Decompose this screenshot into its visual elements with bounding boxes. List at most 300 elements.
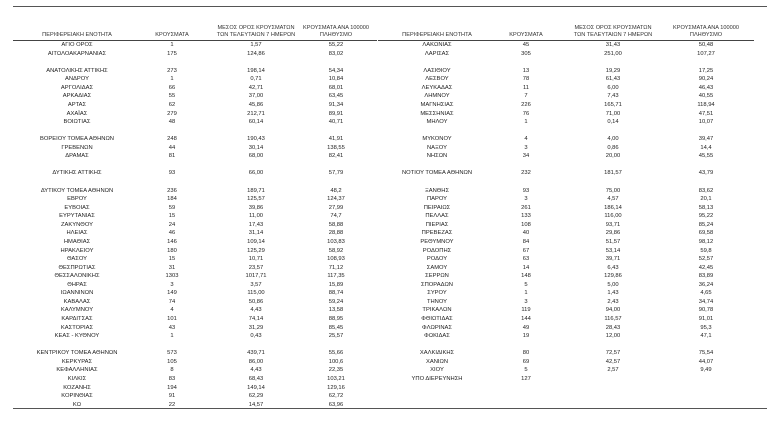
table-row <box>13 92 377 101</box>
cases-cell: 67 <box>522 247 530 254</box>
table-row <box>13 41 377 50</box>
per100k-cell: 15,89 <box>328 281 344 288</box>
table-row <box>378 298 754 307</box>
avg7-cell: 165,71 <box>604 101 622 108</box>
avg7-cell: 66,00 <box>248 170 264 177</box>
avg7-cell: 10,71 <box>248 256 264 263</box>
region-cell: ΑΙΤΩΛΟΑΚΑΡΝΑΝΙΑΣ <box>47 50 107 57</box>
region-cell: ΑΧΑΪΑΣ <box>66 110 88 117</box>
per100k-cell: 85,24 <box>698 221 714 228</box>
per100k-cell: 34,74 <box>698 298 714 305</box>
avg7-cell: 116,00 <box>604 213 622 220</box>
table-header-right <box>378 17 754 41</box>
avg7-cell: 39,86 <box>248 204 264 211</box>
per100k-cell: 43,79 <box>698 170 714 177</box>
table-row <box>13 135 377 144</box>
region-cell: ΑΝΑΤΟΛΙΚΗΣ ΑΤΤΙΚΗΣ <box>46 67 108 74</box>
cases-cell: 1 <box>524 290 528 297</box>
avg7-cell: 7,43 <box>607 93 619 100</box>
table-row <box>378 229 754 238</box>
region-cell: ΕΥΡΥΤΑΝΙΑΣ <box>59 213 95 220</box>
table-row <box>13 324 377 333</box>
bottom-rule <box>13 408 767 409</box>
header-per100k-line1: ΚΡΟΥΣΜΑΤΑ ΑΝΑ 100000 <box>673 25 739 31</box>
per100k-cell: 98,12 <box>698 238 714 245</box>
spacer-row <box>13 127 377 136</box>
cases-cell: 1 <box>170 76 174 83</box>
region-cell: ΦΩΚΙΔΑΣ <box>424 333 450 340</box>
per100k-cell: 68,01 <box>328 84 344 91</box>
per100k-cell: 52,57 <box>698 256 714 263</box>
header-region: ΠΕΡΙΦΕΡΕΙΑΚΗ ΕΝΟΤΗΤΑ <box>42 32 112 38</box>
per100k-cell: 42,45 <box>698 264 714 271</box>
header-region: ΠΕΡΙΦΕΡΕΙΑΚΗ ΕΝΟΤΗΤΑ <box>402 32 472 38</box>
cases-cell: 19 <box>522 333 530 340</box>
avg7-cell: 74,14 <box>248 316 264 322</box>
per100k-cell: 83,89 <box>698 273 714 280</box>
cases-cell: 184 <box>167 196 177 203</box>
per100k-cell: 91,01 <box>698 316 714 322</box>
cases-cell: 93 <box>168 170 176 177</box>
cases-cell: 108 <box>521 221 531 228</box>
table-row <box>378 101 754 110</box>
region-cell: ΝΟΤΙΟΥ ΤΟΜΕΑ ΑΘΗΝΩΝ <box>401 170 473 177</box>
region-cell: ΥΠΟ ΔΙΕΡΕΥΝΗΣΗ <box>411 375 463 382</box>
region-cell: ΠΕΛΛΑΣ <box>425 213 449 220</box>
avg7-cell: 14,57 <box>248 401 264 408</box>
table-row <box>13 375 377 384</box>
avg7-cell: 37,00 <box>248 93 264 100</box>
table-row <box>13 118 377 127</box>
avg7-cell: 2,43 <box>607 298 619 305</box>
table-row <box>378 247 754 256</box>
per100k-cell: 83,62 <box>698 187 714 194</box>
table-row <box>13 366 377 375</box>
cases-cell: 49 <box>522 324 530 331</box>
cases-cell: 5 <box>524 281 528 288</box>
cases-cell: 34 <box>522 153 530 160</box>
per100k-cell: 54,34 <box>328 67 344 74</box>
header-per100k <box>295 25 377 39</box>
table-row <box>378 375 754 384</box>
cases-cell: 84 <box>522 238 530 245</box>
cases-cell: 46 <box>168 230 176 237</box>
table-row <box>13 195 377 204</box>
cases-cell: 76 <box>522 110 530 117</box>
table-body-right <box>378 41 754 384</box>
cases-cell: 44 <box>168 144 176 151</box>
per100k-cell: 55,22 <box>328 42 344 48</box>
region-cell: ΒΟΡΕΙΟΥ ΤΟΜΕΑ ΑΘΗΝΩΝ <box>40 136 114 143</box>
avg7-cell: 20,00 <box>605 153 621 160</box>
avg7-cell: 0,14 <box>607 119 619 126</box>
cases-cell: 3 <box>524 196 528 203</box>
region-cell: ΤΡΙΚΑΛΩΝ <box>422 307 452 314</box>
table-row <box>13 247 377 256</box>
region-cell: ΛΕΥΚΑΔΑΣ <box>421 84 453 91</box>
region-cell: ΦΛΩΡΙΝΑΣ <box>422 324 452 331</box>
cases-cell: 3 <box>524 298 528 305</box>
avg7-cell: 12,00 <box>605 333 621 340</box>
region-cell: ΠΑΡΟΥ <box>426 196 448 203</box>
avg7-cell: 60,14 <box>248 119 264 126</box>
avg7-cell: 115,00 <box>247 290 265 297</box>
region-cell: ΣΥΡΟΥ <box>427 290 447 297</box>
per100k-cell: 90,78 <box>698 307 714 314</box>
region-cell: ΚΑΒΑΛΑΣ <box>63 298 91 305</box>
cases-cell: 78 <box>522 76 530 83</box>
region-cell: ΧΑΛΚΙΔΙΚΗΣ <box>419 350 455 357</box>
region-cell: ΚΕΑΣ - ΚΥΘΝΟΥ <box>54 333 100 340</box>
cases-cell: 133 <box>521 213 531 220</box>
cases-cell: 144 <box>521 316 531 322</box>
cases-cell: 279 <box>167 110 177 117</box>
avg7-cell: 0,86 <box>607 144 619 151</box>
header-avg7 <box>203 25 309 39</box>
avg7-cell: 109,14 <box>247 238 265 245</box>
cases-cell: 573 <box>167 350 177 357</box>
avg7-cell: 190,43 <box>247 136 265 143</box>
cases-cell: 1 <box>170 42 174 48</box>
per100k-cell: 88,95 <box>328 316 344 322</box>
table-body-left <box>13 41 377 409</box>
per100k-cell: 62,72 <box>328 393 344 400</box>
avg7-cell: 39,71 <box>605 256 621 263</box>
region-cell: ΓΡΕΒΕΝΩΝ <box>61 144 93 151</box>
region-cell: ΖΑΚΥΝΘΟΥ <box>60 221 94 228</box>
per100k-cell: 41,91 <box>328 136 344 143</box>
per100k-cell: 103,83 <box>327 238 345 245</box>
per100k-cell: 17,25 <box>698 67 714 74</box>
region-cell: ΧΑΝΙΩΝ <box>425 358 449 365</box>
region-cell: ΙΩΑΝΝΙΝΩΝ <box>60 290 94 297</box>
region-cell: ΘΗΡΑΣ <box>67 281 87 288</box>
cases-cell: 194 <box>167 384 177 391</box>
avg7-cell: 28,43 <box>605 324 621 331</box>
table-row <box>13 358 377 367</box>
avg7-cell: 5,00 <box>607 281 619 288</box>
region-cell: ΘΕΣΠΡΩΤΙΑΣ <box>58 264 96 271</box>
table-row <box>378 306 754 315</box>
avg7-cell: 198,14 <box>247 67 265 74</box>
table-row <box>378 289 754 298</box>
cases-cell: 248 <box>167 136 177 143</box>
table-row <box>378 281 754 290</box>
header-avg7-line2: ΤΩΝ ΤΕΛΕΥΤΑΙΩΝ 7 ΗΜΕΡΩΝ <box>573 32 653 38</box>
avg7-cell: 62,29 <box>248 393 264 400</box>
cases-cell: 15 <box>168 256 176 263</box>
per100k-cell: 13,58 <box>328 307 344 314</box>
region-cell: ΗΡΑΚΛΕΙΟΥ <box>60 247 94 254</box>
per100k-cell: 58,13 <box>698 204 714 211</box>
avg7-cell: 42,71 <box>248 84 264 91</box>
cases-cell: 119 <box>521 307 531 314</box>
header-per100k-line2: ΠΛΗΘΥΣΜΟ <box>689 32 723 38</box>
table-row <box>13 75 377 84</box>
table-row <box>13 110 377 119</box>
region-cell: ΘΕΣΣΑΛΟΝΙΚΗΣ <box>54 273 100 280</box>
table-row <box>13 221 377 230</box>
cases-cell: 4 <box>170 307 174 314</box>
cases-cell: 11 <box>522 84 530 91</box>
per100k-cell: 118,94 <box>697 101 715 108</box>
header-avg7 <box>558 25 668 39</box>
region-cell: ΝΑΞΟΥ <box>426 144 447 151</box>
avg7-cell: 42,57 <box>605 358 621 365</box>
region-cell: ΑΡΤΑΣ <box>67 101 87 108</box>
avg7-cell: 31,29 <box>248 324 264 331</box>
avg7-cell: 61,43 <box>605 76 621 83</box>
table-row <box>13 67 377 76</box>
region-cell: ΚΕΝΤΡΙΚΟΥ ΤΟΜΕΑ ΑΘΗΝΩΝ <box>36 350 118 357</box>
per100k-cell: 46,43 <box>698 84 714 91</box>
spacer-row <box>378 161 754 170</box>
region-cell: ΗΜΑΘΙΑΣ <box>63 238 91 245</box>
cases-cell: 24 <box>168 221 176 228</box>
per100k-cell: 69,58 <box>698 230 714 237</box>
avg7-cell: 72,57 <box>605 350 621 357</box>
table-row <box>13 229 377 238</box>
per100k-cell: 48,2 <box>330 187 342 194</box>
cases-cell: 149 <box>167 290 177 297</box>
per100k-cell: 117,35 <box>327 273 345 280</box>
region-cell: ΚΑΛΥΜΝΟΥ <box>60 307 94 314</box>
avg7-cell: 1017,71 <box>245 273 267 280</box>
region-cell: ΠΡΕΒΕΖΑΣ <box>421 230 453 237</box>
avg7-cell: 93,71 <box>605 221 621 228</box>
table-row <box>13 392 377 401</box>
per100k-cell: 91,34 <box>328 101 344 108</box>
table-row <box>13 169 377 178</box>
per100k-cell: 25,57 <box>328 333 344 340</box>
cases-cell: 91 <box>168 393 176 400</box>
cases-cell: 236 <box>167 187 177 194</box>
per100k-cell: 89,91 <box>328 110 344 117</box>
table-row <box>378 75 754 84</box>
avg7-cell: 86,00 <box>248 358 264 365</box>
avg7-cell: 6,43 <box>607 264 619 271</box>
avg7-cell: 17,43 <box>248 221 264 228</box>
region-cell: ΚΑΣΤΟΡΙΑΣ <box>60 324 94 331</box>
avg7-cell: 6,00 <box>607 84 619 91</box>
avg7-cell: 181,57 <box>604 170 622 177</box>
region-cell: ΜΑΓΝΗΣΙΑΣ <box>420 101 454 108</box>
region-cell: ΑΓΙΟ ΟΡΟΣ <box>61 42 93 48</box>
cases-cell: 148 <box>521 273 531 280</box>
per100k-cell: 40,71 <box>328 119 344 126</box>
table-row <box>378 255 754 264</box>
per100k-cell: 108,93 <box>327 256 345 263</box>
cases-cell: 226 <box>521 101 531 108</box>
avg7-cell: 30,14 <box>248 144 264 151</box>
cases-cell: 180 <box>167 247 177 254</box>
avg7-cell: 129,86 <box>604 273 622 280</box>
spacer-row <box>13 161 377 170</box>
per100k-cell: 40,55 <box>698 93 714 100</box>
cases-cell: 22 <box>168 401 176 408</box>
cases-cell: 7 <box>524 93 528 100</box>
region-cell: ΛΑΡΙΣΑΣ <box>424 50 450 57</box>
per100k-cell: 28,88 <box>328 230 344 237</box>
region-cell: ΔΡΑΜΑΣ <box>65 153 89 160</box>
avg7-cell: 51,57 <box>605 238 621 245</box>
per100k-cell: 90,24 <box>698 76 714 83</box>
per100k-cell: 88,74 <box>328 290 344 297</box>
region-cell: ΤΗΝΟΥ <box>426 298 448 305</box>
cases-cell: 66 <box>168 84 176 91</box>
table-header-left <box>13 17 377 41</box>
avg7-cell: 75,00 <box>605 187 621 194</box>
table-row <box>13 144 377 153</box>
region-cell: ΜΕΣΣΗΝΙΑΣ <box>420 110 454 117</box>
per100k-cell: 10,84 <box>328 76 344 83</box>
avg7-cell: 4,43 <box>250 367 262 374</box>
cases-cell: 74 <box>168 298 176 305</box>
table-row <box>378 195 754 204</box>
header-per100k <box>658 25 754 39</box>
avg7-cell: 116,57 <box>604 316 622 322</box>
per100k-cell: 124,37 <box>327 196 345 203</box>
cases-cell: 3 <box>524 144 528 151</box>
table-row <box>378 144 754 153</box>
per100k-cell: 95,22 <box>698 213 714 220</box>
avg7-cell: 0,43 <box>250 333 262 340</box>
table-row <box>378 366 754 375</box>
avg7-cell: 439,71 <box>247 350 265 357</box>
per100k-cell: 74,7 <box>330 213 342 220</box>
cases-cell: 4 <box>524 136 528 143</box>
cases-cell: 45 <box>522 42 530 48</box>
per100k-cell: 107,27 <box>697 50 715 57</box>
per100k-cell: 36,24 <box>698 281 714 288</box>
region-cell: ΑΡΚΑΔΙΑΣ <box>62 93 92 100</box>
cases-cell: 273 <box>167 67 177 74</box>
region-cell: ΣΠΟΡΑΔΩΝ <box>421 281 453 288</box>
per100k-cell: 4,65 <box>700 290 712 297</box>
spacer-row <box>378 58 754 67</box>
cases-cell: 15 <box>168 213 176 220</box>
table-row <box>378 92 754 101</box>
region-cell: ΞΑΝΘΗΣ <box>424 187 450 194</box>
cases-cell: 55 <box>168 93 176 100</box>
header-per100k-line2: ΠΛΗΘΥΣΜΟ <box>319 32 353 38</box>
avg7-cell: 94,00 <box>605 307 621 314</box>
avg7-cell: 31,14 <box>248 230 264 237</box>
per100k-cell: 71,12 <box>328 264 344 271</box>
spacer-row <box>13 178 377 187</box>
cases-cell: 146 <box>167 238 177 245</box>
per100k-cell: 82,41 <box>328 153 344 160</box>
per100k-cell: 103,21 <box>327 375 345 382</box>
region-cell: ΛΗΜΝΟΥ <box>424 93 450 100</box>
region-cell: ΧΙΟΥ <box>430 367 444 374</box>
per100k-cell: 47,1 <box>700 333 712 340</box>
cases-cell: 93 <box>522 187 530 194</box>
region-cell: ΡΟΔΟΥ <box>426 256 448 263</box>
table-row <box>13 187 377 196</box>
avg7-cell: 4,57 <box>607 196 619 203</box>
avg7-cell: 23,57 <box>248 264 264 271</box>
per100k-cell: 83,02 <box>328 50 344 57</box>
cases-cell: 40 <box>522 230 530 237</box>
table-row <box>13 50 377 59</box>
avg7-cell: 212,71 <box>247 110 265 117</box>
table-row <box>13 272 377 281</box>
spacer-row <box>378 341 754 350</box>
per100k-cell: 9,49 <box>700 367 712 374</box>
avg7-cell: 149,14 <box>247 384 265 391</box>
table-row <box>378 169 754 178</box>
table-row <box>13 298 377 307</box>
table-row <box>378 84 754 93</box>
table-row <box>13 315 377 324</box>
cases-cell: 1 <box>524 119 528 126</box>
avg7-cell: 251,00 <box>604 50 622 57</box>
per100k-cell: 85,45 <box>328 324 344 331</box>
region-cell: ΡΕΘΥΜΝΟΥ <box>420 238 454 245</box>
table-row <box>378 315 754 324</box>
table-row <box>378 349 754 358</box>
per100k-cell: 58,92 <box>328 247 344 254</box>
header-per100k-line1: ΚΡΟΥΣΜΑΤΑ ΑΝΑ 100000 <box>303 25 369 31</box>
region-cell: ΚΕΡΚΥΡΑΣ <box>61 358 93 365</box>
table-row <box>378 212 754 221</box>
per100k-cell: 59,8 <box>700 247 712 254</box>
per100k-cell: 47,51 <box>698 110 714 117</box>
table-row <box>13 152 377 161</box>
table-row <box>13 306 377 315</box>
cases-cell: 8 <box>170 367 174 374</box>
spacer-row <box>378 127 754 136</box>
table-row <box>378 118 754 127</box>
region-cell: ΚΑΡΔΙΤΣΑΣ <box>61 316 93 322</box>
cases-cell: 48 <box>168 119 176 126</box>
avg7-cell: 0,71 <box>250 76 262 83</box>
table-row <box>378 358 754 367</box>
avg7-cell: 45,86 <box>248 101 264 108</box>
region-cell: ΑΡΓΟΛΙΔΑΣ <box>60 84 94 91</box>
per100k-cell: 75,54 <box>698 350 714 357</box>
avg7-cell: 186,14 <box>604 204 622 211</box>
table-row <box>378 135 754 144</box>
region-cell: ΜΗΛΟΥ <box>426 119 448 126</box>
cases-cell: 127 <box>521 375 531 382</box>
cases-cell: 83 <box>168 375 176 382</box>
table-row <box>378 204 754 213</box>
avg7-cell: 19,29 <box>605 67 621 74</box>
region-cell: ΣΕΡΡΩΝ <box>425 273 449 280</box>
per100k-cell: 63,45 <box>328 93 344 100</box>
cases-cell: 1303 <box>165 273 179 280</box>
header-cases: ΚΡΟΥΣΜΑΤΑ <box>155 32 189 38</box>
table-row <box>378 332 754 341</box>
cases-cell: 31 <box>168 264 176 271</box>
spacer-row <box>378 178 754 187</box>
table-row <box>378 238 754 247</box>
table-row <box>13 238 377 247</box>
table-row <box>13 212 377 221</box>
region-cell: ΦΘΙΩΤΙΔΑΣ <box>421 316 453 322</box>
region-cell: ΚΟΖΑΝΗΣ <box>63 384 91 391</box>
per100k-cell: 59,24 <box>328 298 344 305</box>
table-row <box>13 204 377 213</box>
avg7-cell: 125,29 <box>247 247 265 254</box>
per100k-cell: 63,96 <box>328 401 344 408</box>
avg7-cell: 71,00 <box>605 110 621 117</box>
table-row <box>13 384 377 393</box>
per100k-cell: 50,48 <box>698 42 714 48</box>
table-row <box>13 101 377 110</box>
